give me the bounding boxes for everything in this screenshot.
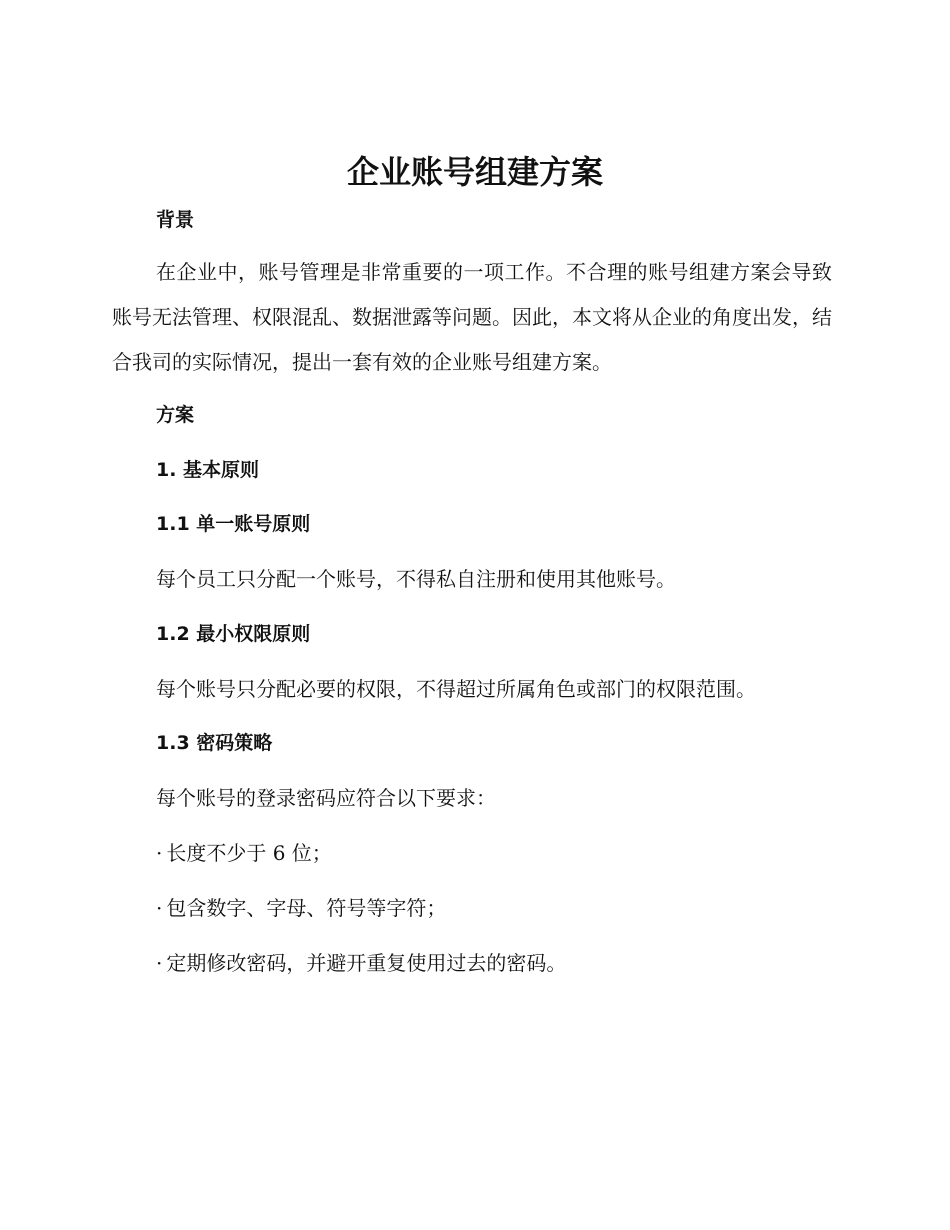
bullet-icon: · bbox=[156, 951, 163, 975]
bullet-item bbox=[156, 894, 446, 922]
bullet-item bbox=[156, 949, 566, 977]
plan-heading: 方案 bbox=[156, 404, 195, 426]
section-1-2-text: 每个账号只分配必要的权限，不得超过所属角色或部门的权限范围。 bbox=[156, 677, 756, 701]
section-1-1-text: 每个员工只分配一个账号，不得私自注册和使用其他账号。 bbox=[156, 567, 676, 591]
background-paragraph: 在企业中，账号管理是非常重要的一项工作。不合理的账号组建方案会导致账号无法管理、权限混乱、数据泄露等问题。因此，本文将从企业的角度出发，结合我司的实际情况，提出一套有效的企业账号组建方案。 bbox=[112, 260, 832, 374]
section-1-3-text: 每个账号的登录密码应符合以下要求： bbox=[156, 786, 496, 810]
background-heading: 背景 bbox=[156, 209, 195, 231]
document-title: 企业账号组建方案 bbox=[346, 153, 603, 191]
bullet-text: 包含数字、字母、符号等字符； bbox=[166, 896, 447, 920]
section-1-3-heading: 1.3 密码策略 bbox=[156, 732, 273, 754]
bullet-text: 定期修改密码，并避开重复使用过去的密码。 bbox=[166, 951, 567, 975]
bullet-item bbox=[156, 839, 332, 867]
section-1-2-heading: 1.2 最小权限原则 bbox=[156, 623, 311, 645]
bullet-icon: · bbox=[156, 896, 163, 920]
section-1-heading: 1. 基本原则 bbox=[156, 459, 260, 481]
section-1-1-heading: 1.1 单一账号原则 bbox=[156, 513, 311, 535]
bullet-text: 长度不少于 6 位； bbox=[166, 841, 332, 865]
bullet-icon: · bbox=[156, 841, 163, 865]
